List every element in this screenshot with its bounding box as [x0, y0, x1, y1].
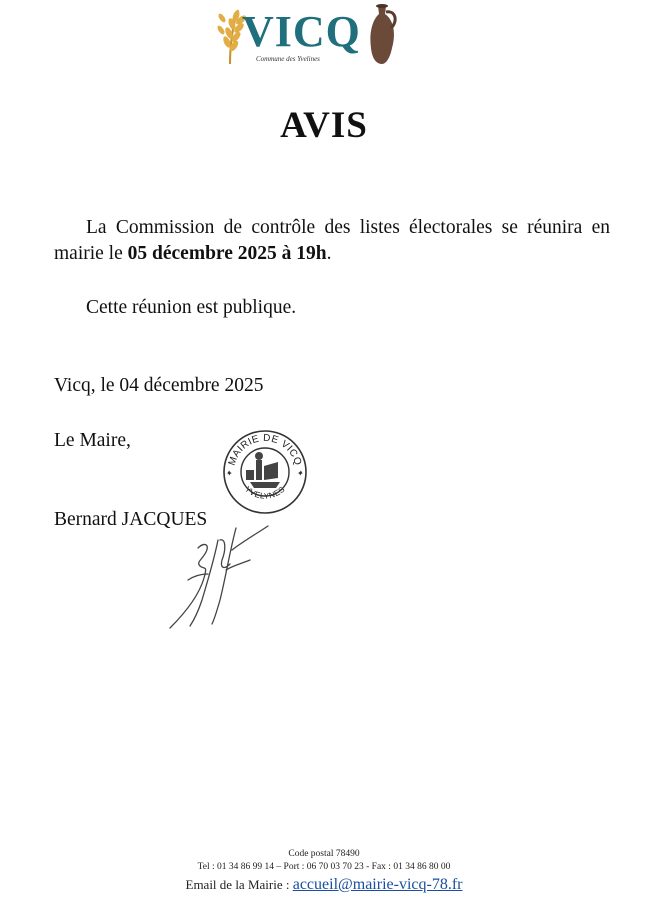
footer-phone-numbers: Tel : 01 34 86 99 14 – Port : 06 70 03 70 23 - Fax : 01 34 86 80 00 — [197, 862, 451, 872]
logo-text: VICQ — [242, 7, 361, 56]
notice-paragraph-public: Cette réunion est publique. — [86, 297, 297, 318]
notice-title: AVIS — [280, 105, 368, 146]
paragraph-intro: La Commission de contrôle des listes électorales se réunira en mairie le — [54, 217, 610, 264]
paragraph-end: . — [326, 243, 332, 264]
meeting-date: 05 décembre 2025 à 19h — [127, 243, 327, 264]
footer-email-line — [0, 876, 648, 894]
mayor-signature — [160, 520, 275, 635]
svg-text:YVELYNES: YVELYNES — [243, 484, 287, 501]
svg-text:✦: ✦ — [297, 469, 304, 478]
mairie-seal-stamp — [220, 426, 310, 518]
footer-email-label: Email de la Mairie : — [185, 877, 293, 892]
svg-text:MAIRIE DE VICQ: MAIRIE DE VICQ — [226, 432, 304, 468]
footer-email-link[interactable]: accueil@mairie-vicq-78.fr — [292, 876, 463, 893]
commune-logo — [214, 2, 404, 68]
place-date: Vicq, le 04 décembre 2025 — [54, 375, 264, 396]
footer-postal-code: Code postal 78490 — [288, 849, 360, 859]
jug-icon — [364, 2, 400, 66]
logo-subtitle: Commune des Yvelines — [256, 55, 320, 63]
signatory-name: Bernard JACQUES — [54, 509, 208, 530]
notice-paragraph-main — [54, 215, 610, 267]
svg-text:✦: ✦ — [226, 469, 233, 478]
signatory-role: Le Maire, — [54, 430, 131, 451]
